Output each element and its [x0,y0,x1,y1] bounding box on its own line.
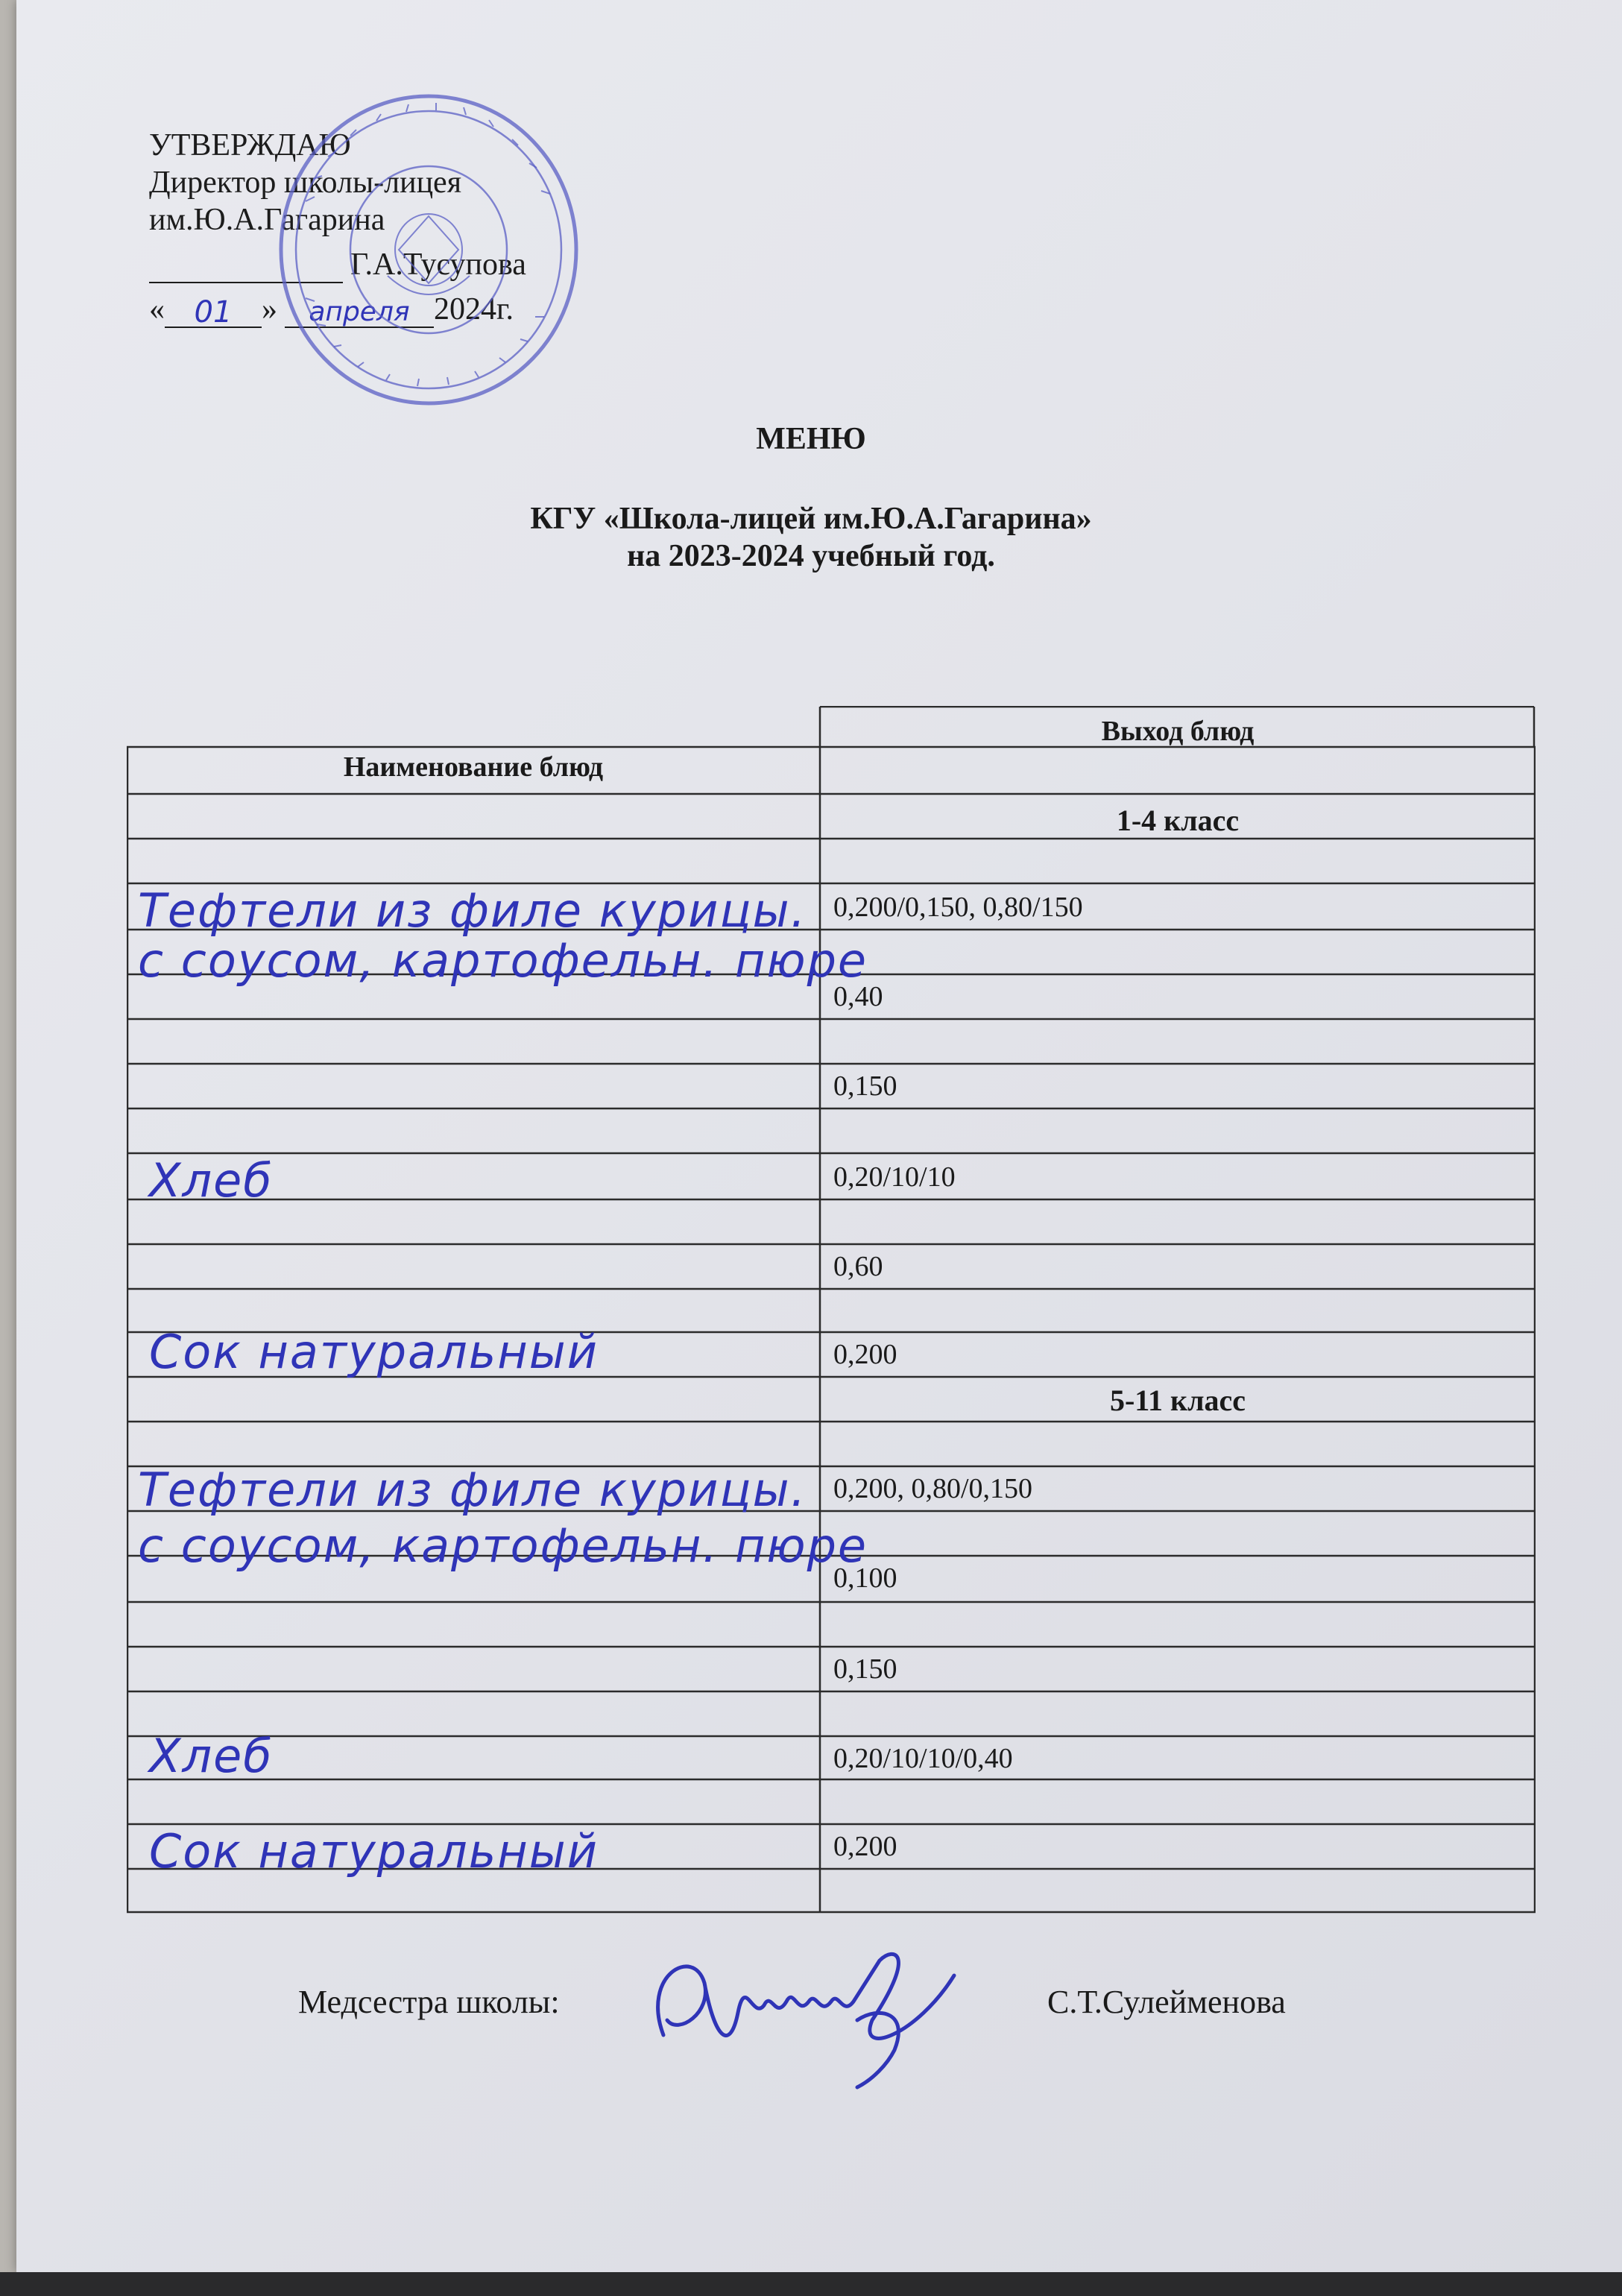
section-grades-5-11: 5-11 класс [1109,1384,1246,1417]
nurse-name: С.Т.Сулейменова [1047,1984,1286,2020]
date-year: 2024г. [434,292,514,327]
menu-table [127,706,1536,1914]
approval-heading: УТВЕРЖДАЮ [149,128,351,163]
page-title: МЕНЮ [756,422,866,456]
date-month: апреля [285,294,434,328]
output-value: 0,200, 0,80/0,150 [833,1473,1033,1504]
approval-position: Директор школы-лицея [149,165,462,200]
nurse-label: Медсестра школы: [298,1984,560,2020]
output-value: 0,100 [833,1562,897,1594]
output-value: 0,20/10/10 [833,1161,956,1193]
approval-school: им.Ю.А.Гагарина [149,203,385,237]
output-value: 0,200/0,150, 0,80/150 [833,892,1083,923]
background-edge [0,2272,1622,2296]
section-grades-1-4: 1-4 класс [1116,804,1240,837]
column-header-output: Выход блюд [1101,716,1255,747]
date-day: 01 [165,294,262,328]
dish-name-handwritten: Сок натуральный [149,1325,599,1379]
dish-name-handwritten: Тефтели из филе курицы. [138,883,807,938]
column-header-dish: Наименование блюд [343,751,604,783]
organization-name: КГУ «Школа-лицей им.Ю.А.Гагарина» [530,502,1092,536]
date-open-quote: « [149,292,165,327]
director-name: Г.А.Тусупова [350,247,526,282]
output-value: 0,200 [833,1831,897,1862]
academic-year: на 2023-2024 учебный год. [627,539,995,573]
date-close-quote: » [262,292,277,327]
output-value: 0,150 [833,1070,897,1102]
output-value: 0,60 [833,1251,883,1282]
output-value: 0,20/10/10/0,40 [833,1743,1013,1774]
dish-name-handwritten: Сок натуральный [149,1824,599,1879]
dish-name-handwritten: с соусом, картофельн. пюре [138,1518,868,1573]
nurse-signature [634,1931,1006,2095]
output-value: 0,200 [833,1339,897,1370]
output-value: 0,150 [833,1653,897,1685]
dish-name-handwritten: Тефтели из филе курицы. [138,1463,807,1517]
dish-name-handwritten: с соусом, картофельн. пюре [138,933,868,988]
dish-name-handwritten: Хлеб [149,1153,274,1208]
dish-name-handwritten: Хлеб [149,1729,274,1783]
output-value: 0,40 [833,981,883,1012]
official-stamp [276,89,581,410]
